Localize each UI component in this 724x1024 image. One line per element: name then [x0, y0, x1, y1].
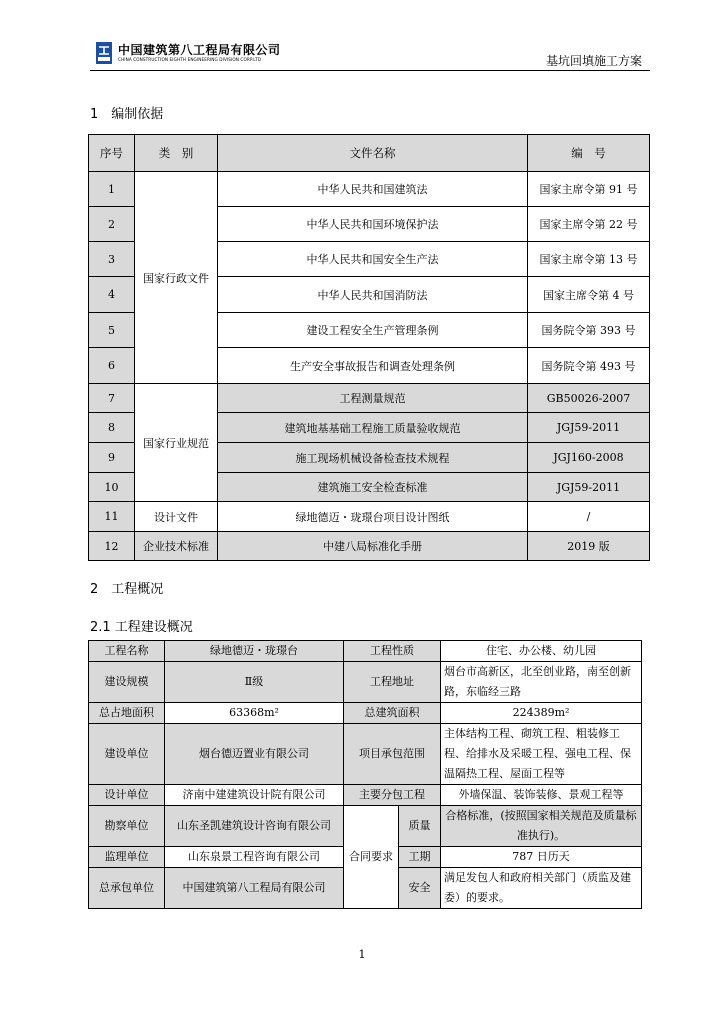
project-overview-table: [88, 640, 642, 909]
field-label: 设计单位: [89, 785, 165, 806]
field-label: 主要分包工程: [344, 785, 441, 806]
table-header-row: [89, 135, 650, 172]
project-address: 烟台市高新区，北至创业路，南至创新路，东临经三路: [441, 662, 642, 703]
document-code: /: [528, 502, 650, 532]
column-header: 类 别: [135, 135, 218, 172]
row-number: 2: [89, 207, 135, 242]
supervisor: 山东泉景工程咨询有限公司: [165, 847, 344, 868]
row-number: 5: [89, 313, 135, 348]
land-area: 63368m²: [165, 703, 344, 724]
field-label: 建设单位: [89, 724, 165, 785]
table-row: [89, 502, 650, 532]
document-name: 工程测量规范: [218, 384, 528, 413]
row-number: 12: [89, 532, 135, 561]
field-label: 安全: [399, 868, 441, 909]
field-label: 工期: [399, 847, 441, 868]
document-code: JGJ59-2011: [528, 473, 650, 502]
document-code: 2019 版: [528, 532, 650, 561]
document-name: 中建八局标准化手册: [218, 532, 528, 561]
document-name: 生产安全事故报告和调查处理条例: [218, 348, 528, 384]
category-cell: 设计文件: [135, 502, 218, 532]
company-name-en: CHINA CONSTRUCTION EIGHTH ENGINEERING DIVISION CORP.LTD: [118, 57, 262, 62]
row-number: 8: [89, 413, 135, 443]
row-number: 4: [89, 277, 135, 313]
row-number: 10: [89, 473, 135, 502]
row-number: 7: [89, 384, 135, 413]
row-number: 6: [89, 348, 135, 384]
document-code: 国家主席令第 4 号: [528, 277, 650, 313]
field-label: 工程性质: [344, 641, 441, 662]
section-2-1-heading: 2.1 工程建设概况: [90, 620, 193, 635]
document-code: 国家主席令第 13 号: [528, 242, 650, 277]
owner: 烟台德迈置业有限公司: [165, 724, 344, 785]
document-code: JGJ59-2011: [528, 413, 650, 443]
field-label: 勘察单位: [89, 806, 165, 847]
document-code: GB50026-2007: [528, 384, 650, 413]
contract-scope: 主体结构工程、砌筑工程、粗装修工程、给排水及采暖工程、强电工程、保温隔热工程、屋面工程等: [441, 724, 642, 785]
category-cell: 企业技术标准: [135, 532, 218, 561]
page-number: 1: [358, 948, 366, 961]
document-code: 国务院令第 493 号: [528, 348, 650, 384]
table-row: [89, 785, 642, 806]
document-name: 建设工程安全生产管理条例: [218, 313, 528, 348]
field-label: 总承包单位: [89, 868, 165, 909]
document-name: 建筑地基基础工程施工质量验收规范: [218, 413, 528, 443]
reference-table: [88, 134, 650, 561]
field-label: 质量: [399, 806, 441, 847]
quality-requirement: 合格标准，(按照国家相关规范及质量标准执行)。: [441, 806, 642, 847]
field-label: 项目承包范围: [344, 724, 441, 785]
field-label: 合同要求: [344, 806, 399, 909]
table-row: [89, 724, 642, 785]
table-row: [89, 662, 642, 703]
page-header: [90, 36, 650, 71]
field-label: 工程地址: [344, 662, 441, 703]
section-2-heading: 2 工程概况: [90, 582, 164, 597]
subcontract: 外墙保温、装饰装修、景观工程等: [441, 785, 642, 806]
survey-unit: 山东圣凯建筑设计咨询有限公司: [165, 806, 344, 847]
cscec-logo-icon: [96, 42, 112, 64]
field-label: 监理单位: [89, 847, 165, 868]
table-row: [89, 172, 650, 207]
document-code: 国务院令第 393 号: [528, 313, 650, 348]
project-name: 绿地德迈・珑璟台: [165, 641, 344, 662]
table-row: [89, 703, 642, 724]
section-1-heading: 1 编制依据: [90, 107, 164, 122]
field-label: 总建筑面积: [344, 703, 441, 724]
row-number: 1: [89, 172, 135, 207]
safety-requirement: 满足发包人和政府相关部门（质监及建委）的要求。: [441, 868, 642, 909]
document-name: 中华人民共和国消防法: [218, 277, 528, 313]
row-number: 3: [89, 242, 135, 277]
row-number: 11: [89, 502, 135, 532]
document-name: 绿地德迈・珑璟台项目设计图纸: [218, 502, 528, 532]
document-name: 中华人民共和国环境保护法: [218, 207, 528, 242]
document-name: 中华人民共和国建筑法: [218, 172, 528, 207]
field-label: 建设规模: [89, 662, 165, 703]
row-number: 9: [89, 443, 135, 473]
table-row: [89, 384, 650, 413]
field-label: 工程名称: [89, 641, 165, 662]
document-name: 中华人民共和国安全生产法: [218, 242, 528, 277]
designer: 济南中建建筑设计院有限公司: [165, 785, 344, 806]
construction-period: 787 日历天: [441, 847, 642, 868]
document-code: 国家主席令第 22 号: [528, 207, 650, 242]
general-contractor: 中国建筑第八工程局有限公司: [165, 868, 344, 909]
column-header: 序号: [89, 135, 135, 172]
building-area: 224389m²: [441, 703, 642, 724]
table-row: [89, 641, 642, 662]
company-name-cn: 中国建筑第八工程局有限公司: [118, 43, 281, 57]
column-header: 编 号: [528, 135, 650, 172]
category-cell: 国家行业规范: [135, 384, 218, 502]
column-header: 文件名称: [218, 135, 528, 172]
document-name: 建筑施工安全检查标准: [218, 473, 528, 502]
table-row: [89, 532, 650, 561]
category-cell: 国家行政文件: [135, 172, 218, 384]
field-label: 总占地面积: [89, 703, 165, 724]
table-row: [89, 806, 642, 847]
document-code: 国家主席令第 91 号: [528, 172, 650, 207]
document-name: 施工现场机械设备检查技术规程: [218, 443, 528, 473]
project-nature: 住宅、办公楼、幼儿园: [441, 641, 642, 662]
document-title: 基坑回填施工方案: [545, 54, 642, 68]
document-code: JGJ160-2008: [528, 443, 650, 473]
project-scale: Ⅱ级: [165, 662, 344, 703]
